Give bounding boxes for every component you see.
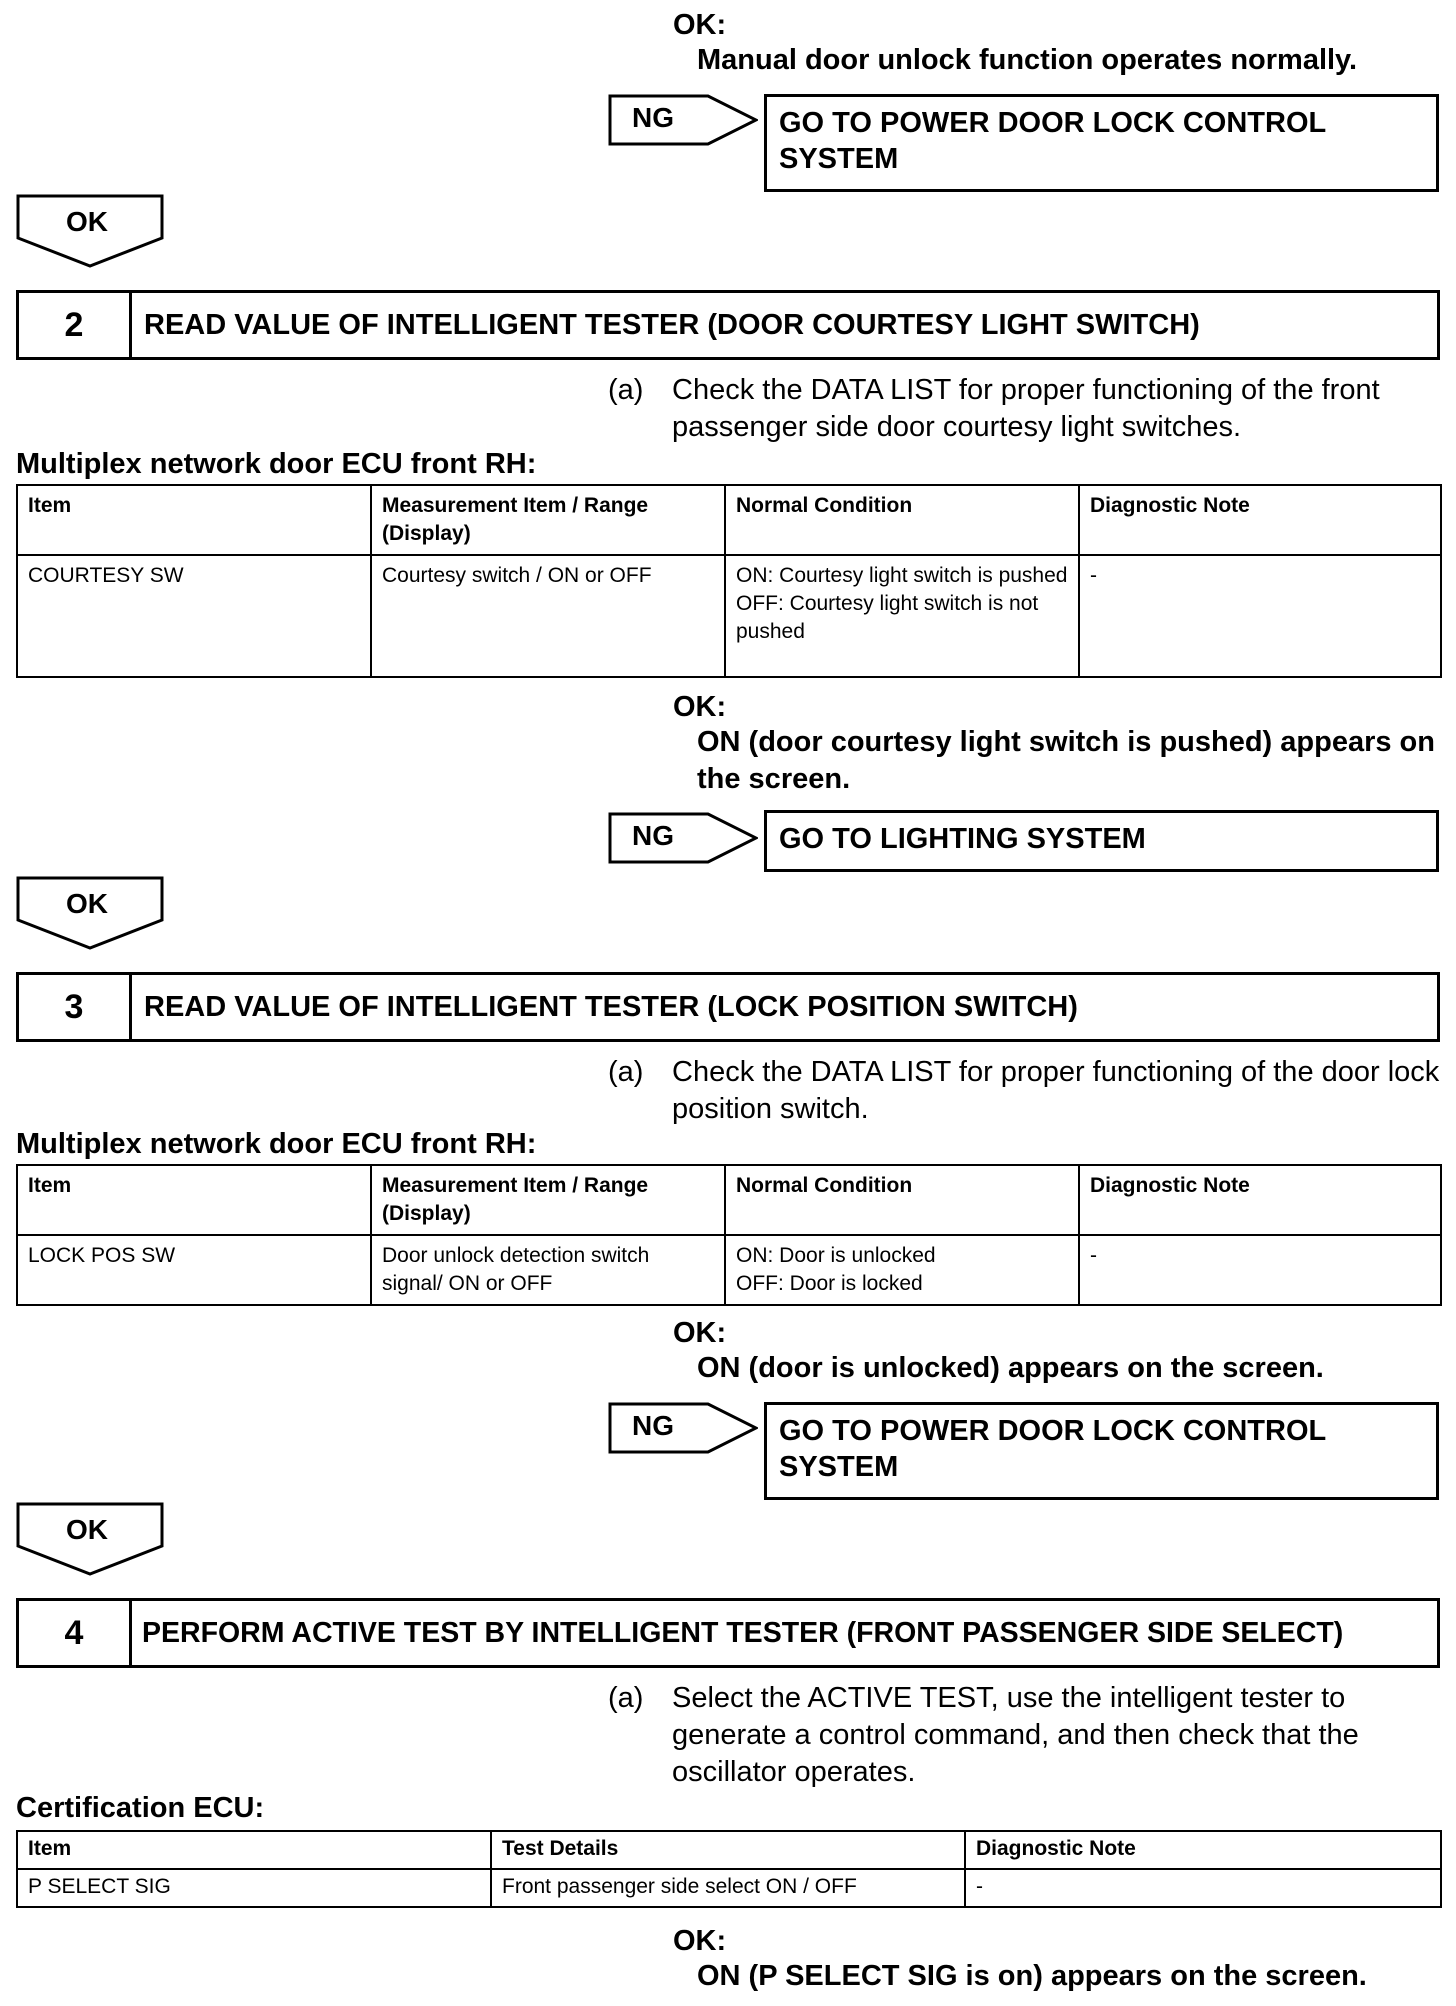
step-title: READ VALUE OF INTELLIGENT TESTER (LOCK POSITION SWITCH) bbox=[144, 990, 1078, 1023]
table-cell: - bbox=[1079, 555, 1441, 677]
ng-action-box: GO TO POWER DOOR LOCK CONTROL SYSTEM bbox=[764, 94, 1439, 192]
ok-arrow-label: OK bbox=[66, 1514, 108, 1545]
instruction-label: (a) bbox=[608, 1056, 644, 1088]
ok-down-arrow bbox=[16, 876, 164, 950]
step-3-header bbox=[16, 972, 1440, 1042]
instruction-label: (a) bbox=[608, 374, 644, 406]
ok-down-arrow bbox=[16, 1502, 164, 1576]
ng-label: NG bbox=[632, 820, 674, 851]
table-cell: LOCK POS SW bbox=[17, 1235, 371, 1305]
ng-label: NG bbox=[632, 1410, 674, 1441]
instruction-text: Check the DATA LIST for proper functioning of the front passenger side door courtesy light switches. bbox=[672, 374, 1380, 443]
ok-criteria: ON (door is unlocked) appears on the screen. bbox=[697, 1352, 1324, 1384]
ok-heading: OK: bbox=[673, 1925, 727, 1957]
ng-arrow-icon bbox=[608, 94, 758, 146]
table-cell: ON: Door is unlocked OFF: Door is locked bbox=[725, 1235, 1079, 1305]
table-row bbox=[17, 1235, 1441, 1305]
table-caption: Multiplex network door ECU front RH: bbox=[16, 448, 537, 480]
active-test-table bbox=[16, 1830, 1442, 1908]
step-4-header bbox=[16, 1598, 1440, 1668]
table-header: Item bbox=[17, 1165, 371, 1235]
step-title: READ VALUE OF INTELLIGENT TESTER (DOOR COURTESY LIGHT SWITCH) bbox=[144, 308, 1200, 341]
ok-criteria: ON (door courtesy light switch is pushed) appears on the screen. bbox=[697, 726, 1435, 795]
table-cell: Front passenger side select ON / OFF bbox=[491, 1869, 965, 1907]
ng-arrow bbox=[608, 1402, 758, 1454]
step-2-header bbox=[16, 290, 1440, 360]
step-number: 2 bbox=[19, 293, 132, 357]
table-header: Item bbox=[17, 1831, 491, 1869]
ok-down-arrow bbox=[16, 194, 164, 268]
ng-action-box: GO TO LIGHTING SYSTEM bbox=[764, 810, 1439, 872]
table-cell: - bbox=[1079, 1235, 1441, 1305]
ok-heading: OK: bbox=[673, 1317, 727, 1349]
table-header: Measurement Item / Range (Display) bbox=[371, 485, 725, 555]
step-number: 4 bbox=[19, 1601, 132, 1665]
ng-arrow bbox=[608, 812, 758, 864]
step-number: 3 bbox=[19, 975, 132, 1039]
ok-arrow-label: OK bbox=[66, 206, 108, 237]
table-cell: Courtesy switch / ON or OFF bbox=[371, 555, 725, 677]
ng-label: NG bbox=[632, 102, 674, 133]
instruction-label: (a) bbox=[608, 1682, 644, 1714]
table-header: Diagnostic Note bbox=[1079, 1165, 1441, 1235]
table-cell: ON: Courtesy light switch is pushed OFF: Courtesy light switch is not pushed bbox=[725, 555, 1079, 677]
ok-heading: OK: bbox=[673, 9, 727, 41]
data-list-table bbox=[16, 484, 1442, 678]
instruction-text: Check the DATA LIST for proper functioning of the door lock position switch. bbox=[672, 1056, 1440, 1125]
table-header: Measurement Item / Range (Display) bbox=[371, 1165, 725, 1235]
ng-arrow bbox=[608, 94, 758, 146]
table-cell: - bbox=[965, 1869, 1441, 1907]
table-caption: Certification ECU: bbox=[16, 1792, 265, 1824]
instruction-text: Select the ACTIVE TEST, use the intelligent tester to generate a control command, and then check that the oscillator operates. bbox=[672, 1682, 1359, 1788]
ok-arrow-label: OK bbox=[66, 888, 108, 919]
instruction bbox=[608, 1680, 1448, 1792]
table-row bbox=[17, 1869, 1441, 1907]
ng-arrow-icon bbox=[608, 812, 758, 864]
ng-arrow-icon bbox=[608, 1402, 758, 1454]
table-cell: Door unlock detection switch signal/ ON or OFF bbox=[371, 1235, 725, 1305]
table-caption: Multiplex network door ECU front RH: bbox=[16, 1128, 537, 1160]
step-title: PERFORM ACTIVE TEST BY INTELLIGENT TESTER (FRONT PASSENGER SIDE SELECT) bbox=[142, 1616, 1344, 1649]
table-header: Item bbox=[17, 485, 371, 555]
table-header: Normal Condition bbox=[725, 485, 1079, 555]
table-cell: COURTESY SW bbox=[17, 555, 371, 677]
table-cell: P SELECT SIG bbox=[17, 1869, 491, 1907]
table-header: Test Details bbox=[491, 1831, 965, 1869]
ok-criteria: ON (P SELECT SIG is on) appears on the screen. bbox=[697, 1960, 1367, 1992]
ok-criteria: Manual door unlock function operates normally. bbox=[697, 44, 1358, 76]
table-header: Diagnostic Note bbox=[965, 1831, 1441, 1869]
instruction bbox=[608, 1054, 1448, 1130]
data-list-table bbox=[16, 1164, 1442, 1306]
table-header: Diagnostic Note bbox=[1079, 485, 1441, 555]
ng-action-box: GO TO POWER DOOR LOCK CONTROL SYSTEM bbox=[764, 1402, 1439, 1500]
table-header: Normal Condition bbox=[725, 1165, 1079, 1235]
ok-heading: OK: bbox=[673, 691, 727, 723]
table-row bbox=[17, 555, 1441, 677]
instruction bbox=[608, 372, 1448, 448]
